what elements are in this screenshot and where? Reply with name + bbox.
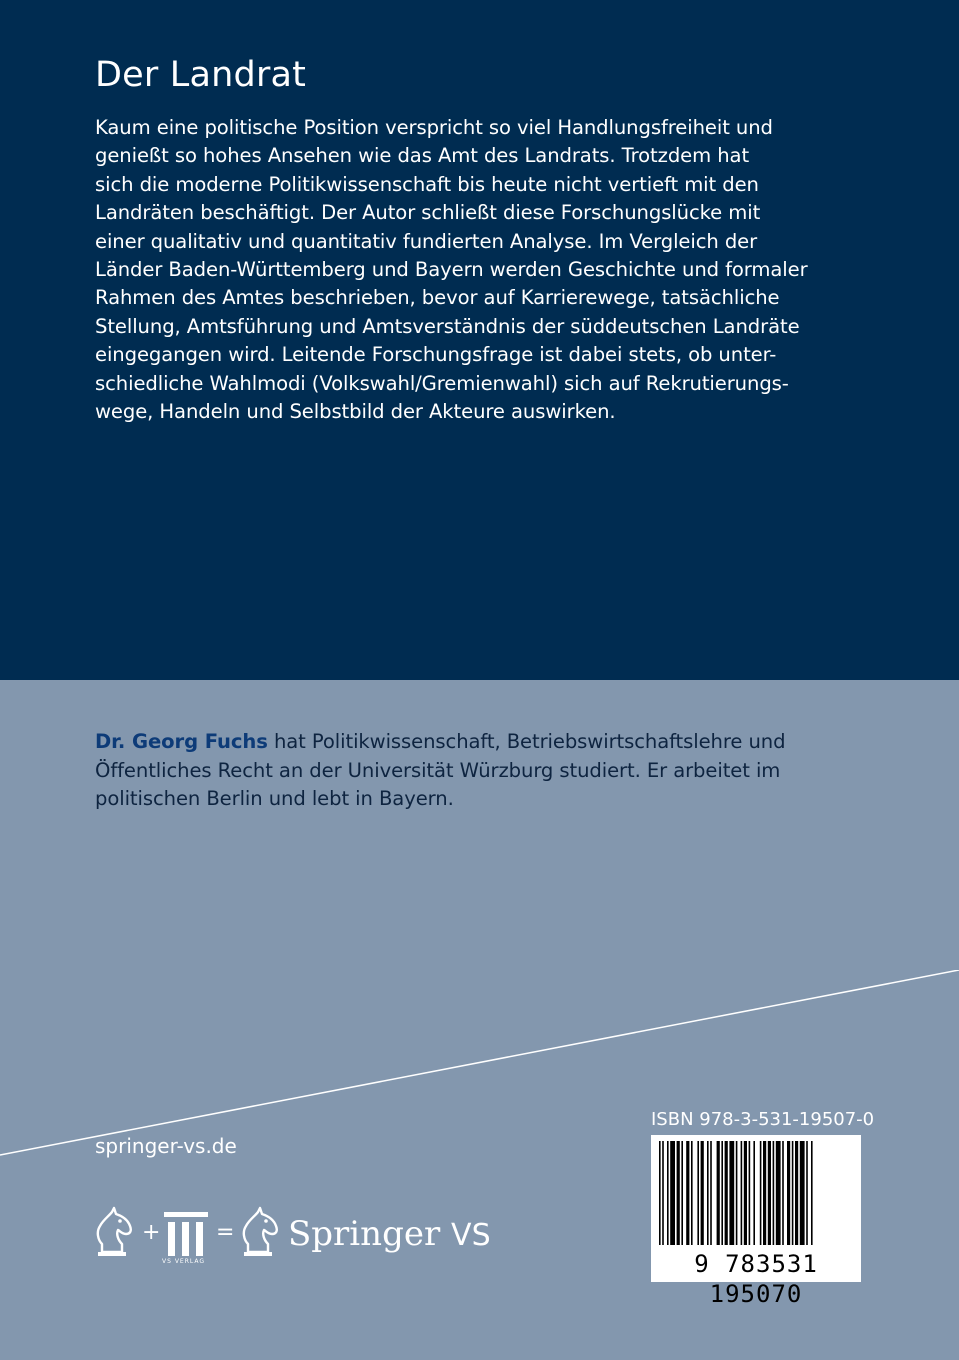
description-line: wege, Handeln und Selbstbild der Akteure auswirken. (95, 400, 616, 424)
barcode-bar (667, 1141, 669, 1245)
brand-name: Springer (288, 1214, 441, 1254)
barcode-bar (806, 1141, 808, 1245)
barcode-bar (795, 1141, 798, 1245)
barcode-bar (681, 1141, 683, 1245)
publisher-website: springer-vs.de (95, 1134, 237, 1158)
description-line: Stellung, Amtsführung und Amtsverständnis der süddeutschen Landräte (95, 314, 800, 338)
book-description (95, 114, 895, 426)
author-bio-line (95, 728, 895, 757)
barcode-bar (721, 1141, 723, 1245)
description-line: Kaum eine politische Position verspricht so viel Handlungsfreiheit und (95, 116, 773, 139)
publisher-logos (92, 1206, 491, 1268)
barcode-bar (811, 1141, 813, 1245)
author-bio (95, 728, 895, 814)
description-line: schiedliche Wahlmodi (Volkswahl/Gremienwahl) sich auf Rekrutierungs- (95, 371, 789, 395)
barcode-bar (686, 1141, 689, 1245)
author-bio-text: hat Politikwissenschaft, Betriebswirtschaftslehre und (267, 730, 786, 753)
barcode-bar (670, 1141, 675, 1245)
logo-plus: + (142, 1220, 161, 1245)
barcode-bar (768, 1141, 771, 1245)
barcode-bar (729, 1141, 734, 1245)
brand-suffix: VS (451, 1218, 491, 1253)
barcode-bar (741, 1141, 743, 1245)
barcode-bar (717, 1141, 720, 1245)
author-name: Dr. Georg Fuchs (95, 730, 268, 753)
barcode-bar (677, 1141, 680, 1245)
description-line: eingegangen wird. Leitende Forschungsfrage ist dabei stets, ob unter- (95, 343, 777, 367)
barcode-bar (773, 1141, 775, 1245)
barcode-bar (763, 1141, 766, 1245)
description-line: Rahmen des Amtes beschrieben, bevor auf Karrierewege, tatsächliche (95, 286, 780, 310)
barcode-bar (707, 1141, 709, 1245)
barcode-digits: 9 783531 195070 (694, 1250, 818, 1308)
springer-vs-horse-icon (238, 1206, 284, 1258)
description-line: Landräten beschäftigt. Der Autor schließt diese Forschungslücke mit (95, 201, 761, 225)
author-bio-line: Öffentliches Recht an der Universität Würzburg studiert. Er arbeitet im (95, 758, 781, 782)
description-line: genießt so hohes Ansehen wie das Amt des Landrats. Trotzdem hat (95, 144, 750, 168)
barcode-bar (697, 1141, 699, 1245)
barcode-bar (736, 1141, 738, 1245)
barcode-bar (753, 1141, 755, 1245)
author-bio-line: politischen Berlin und lebt in Bayern. (95, 787, 454, 810)
isbn-label: ISBN 978-3-531-19507-0 (651, 1109, 875, 1130)
barcode-bar (749, 1141, 751, 1245)
barcode-bars-icon (651, 1135, 861, 1247)
vs-verlag-icon (162, 1212, 210, 1256)
barcode-bar (691, 1141, 693, 1245)
springer-horse-icon (92, 1206, 138, 1258)
barcode-bar (760, 1141, 762, 1245)
barcode-bar (782, 1141, 784, 1245)
barcode-bar (792, 1141, 794, 1245)
description-line: Länder Baden-Württemberg und Bayern werden Geschichte und formaler (95, 258, 808, 282)
cover-bottom-panel (0, 680, 959, 1360)
description-line: sich die moderne Politikwissenschaft bis heute nicht vertieft mit den (95, 172, 759, 196)
logo-equals: = (216, 1220, 235, 1245)
vs-verlag-text: VS VERLAG (162, 1258, 206, 1265)
barcode (651, 1135, 861, 1308)
barcode-bar (659, 1141, 661, 1245)
barcode-bar (725, 1141, 728, 1245)
barcode-bar (776, 1141, 781, 1245)
barcode-bar (800, 1141, 805, 1245)
book-title: Der Landrat (95, 55, 307, 95)
barcode-bar (710, 1141, 712, 1245)
description-line: einer qualitativ und quantitativ fundierten Analyse. Im Vergleich der (95, 229, 758, 253)
barcode-bar (744, 1141, 747, 1245)
barcode-bar (662, 1141, 664, 1245)
barcode-bar (701, 1141, 704, 1245)
barcode-bar (787, 1141, 790, 1245)
springer-vs-wordmark (288, 1214, 491, 1254)
